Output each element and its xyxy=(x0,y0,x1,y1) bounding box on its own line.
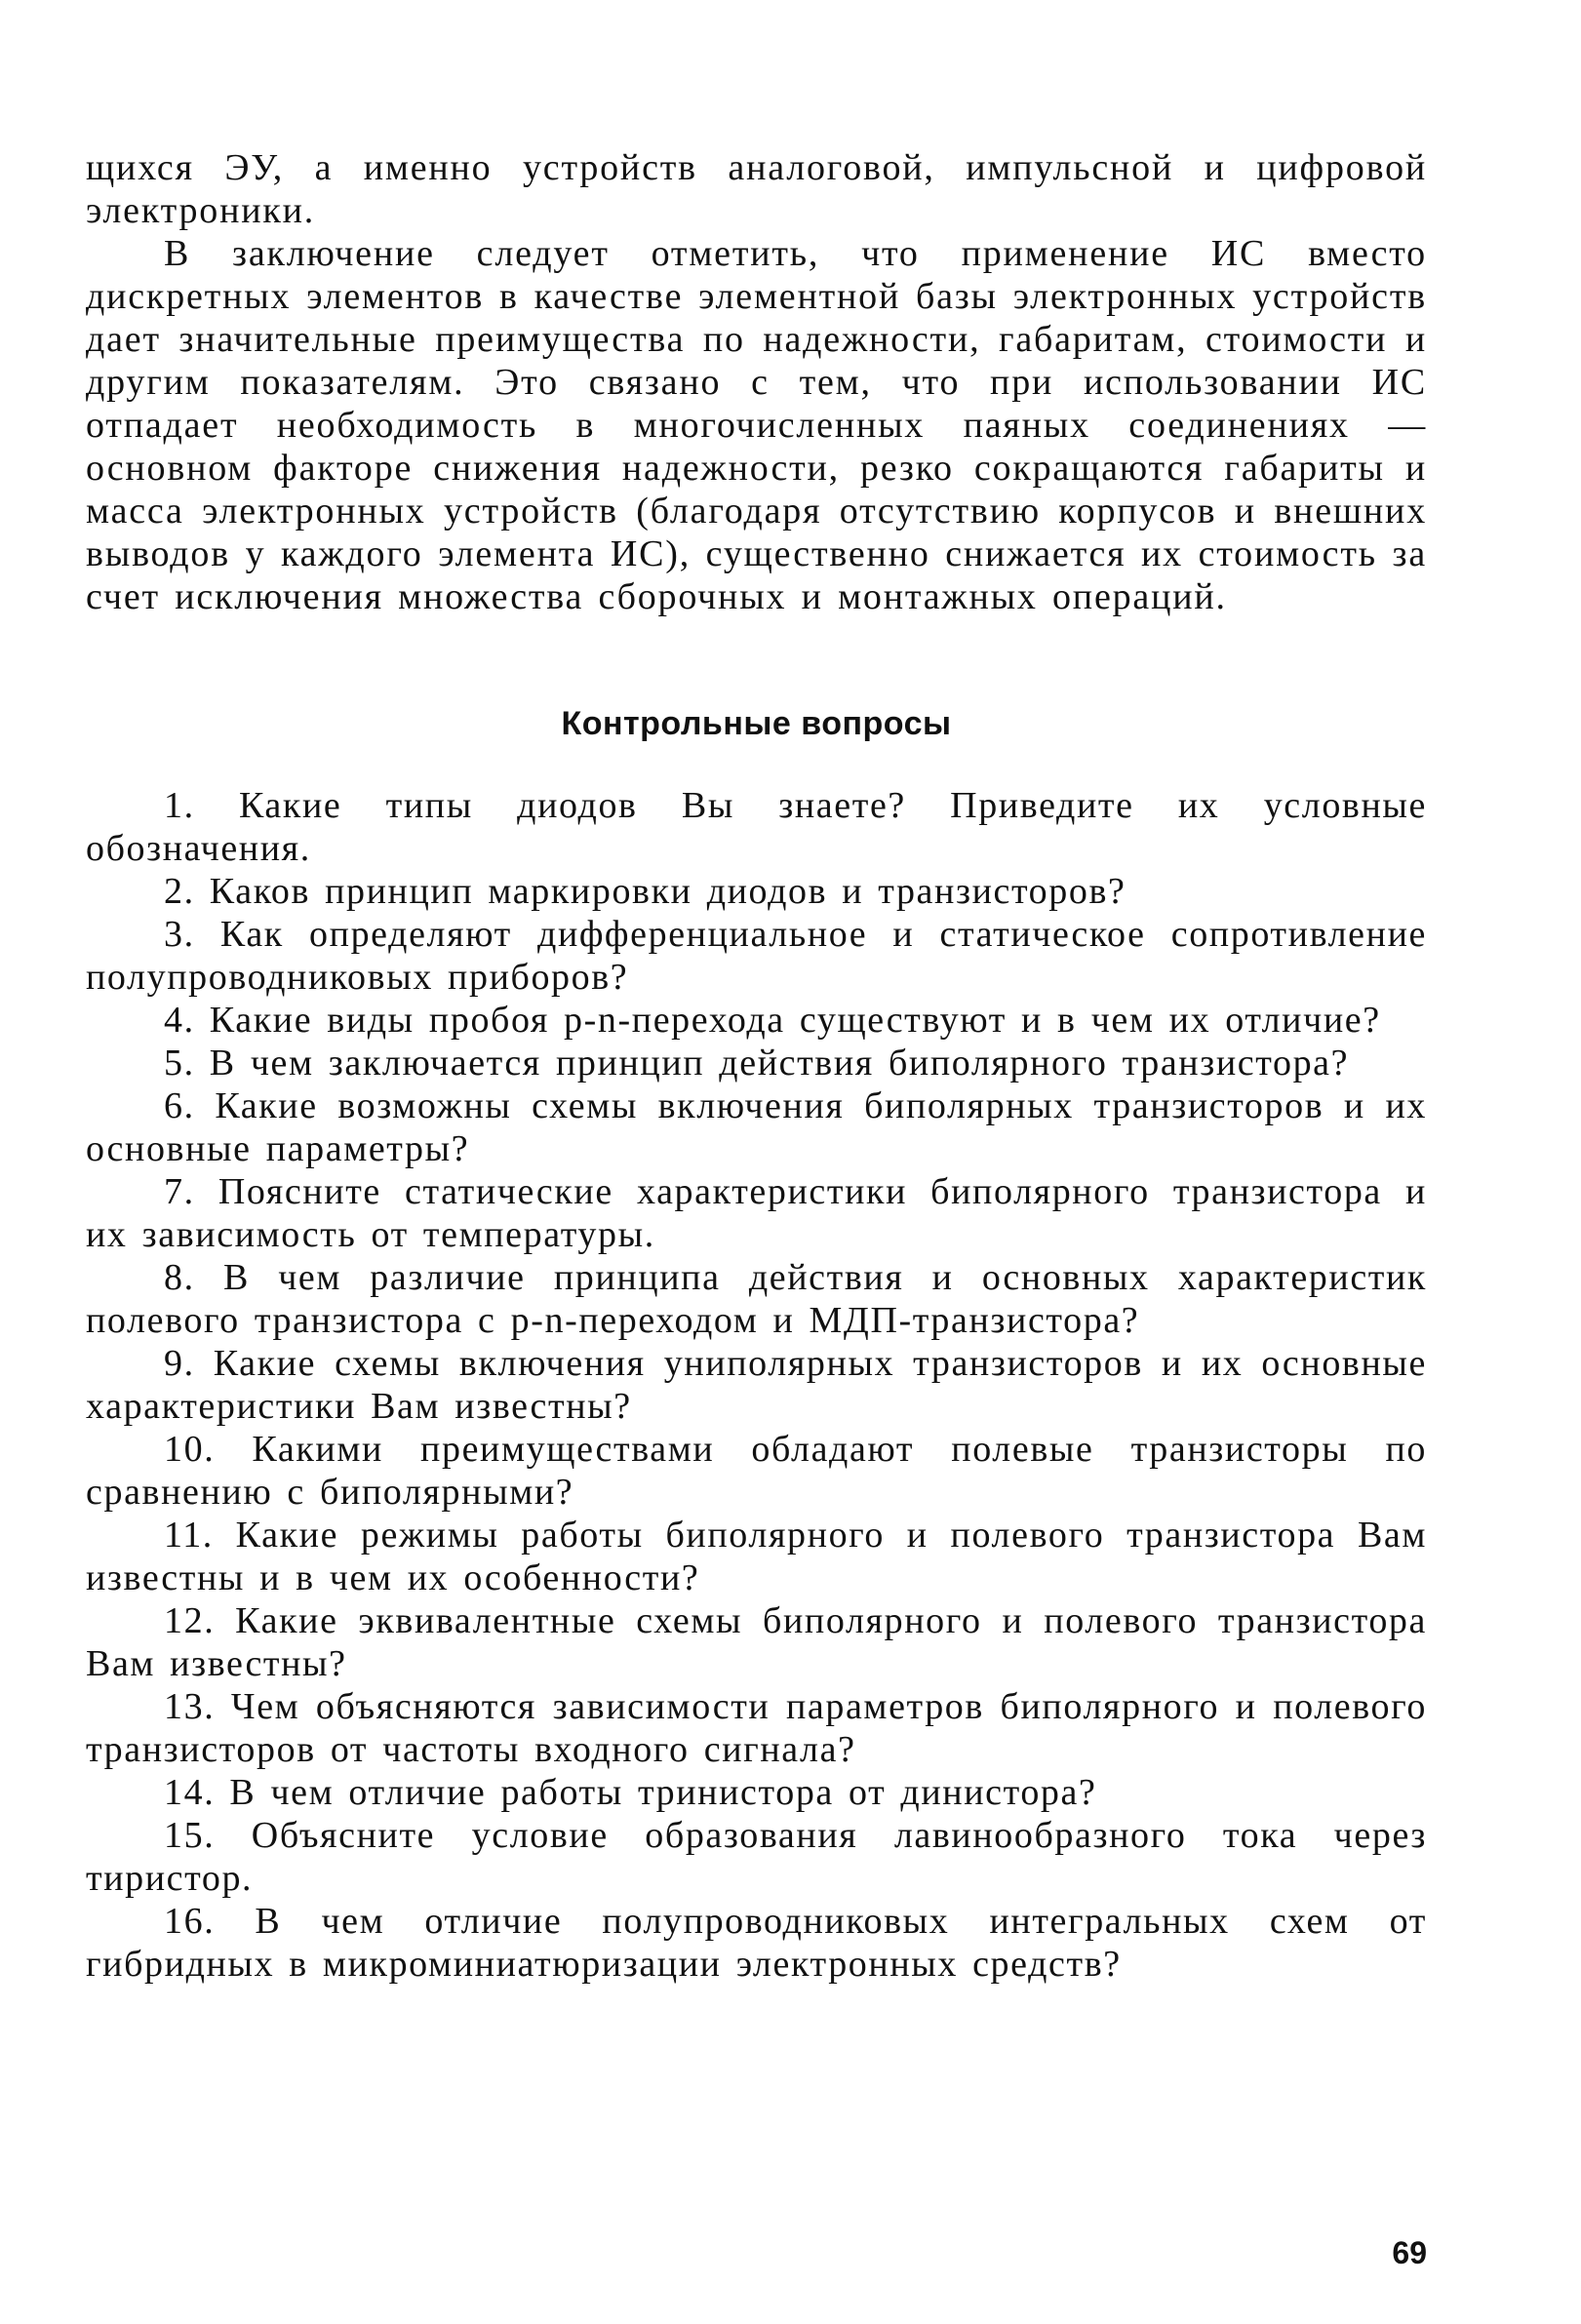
continuation-paragraph: щихся ЭУ, а именно устройств аналоговой, импульсной и цифровой электроники. xyxy=(86,147,1427,231)
question-item: 16. В чем отличие полупроводниковых интегральных схем от гибридных в микроминиатюризации электронных средств? xyxy=(86,1901,1427,1985)
book-page xyxy=(86,146,1427,2272)
question-item: 12. Какие эквивалентные схемы биполярного и полевого транзистора Вам известны? xyxy=(86,1600,1427,1684)
question-item: 8. В чем различие принципа действия и основных характеристик полевого транзистора с p-n-переходом и МДП-транзистора? xyxy=(86,1257,1427,1341)
question-item: 7. Поясните статические характеристики биполярного транзистора и их зависимость от температуры. xyxy=(86,1171,1427,1255)
questions-list xyxy=(86,784,1427,1986)
question-item: 15. Объясните условие образования лавинообразного тока через тиристор. xyxy=(86,1815,1427,1899)
question-item: 4. Какие виды пробоя p-n-перехода существуют и в чем их отличие? xyxy=(164,1000,1381,1041)
page-number: 69 xyxy=(1392,2235,1427,2270)
question-item: 2. Каков принцип маркировки диодов и транзисторов? xyxy=(164,871,1126,912)
question-item: 6. Какие возможны схемы включения биполярных транзисторов и их основные параметры? xyxy=(86,1085,1427,1169)
question-item: 14. В чем отличие работы тринистора от динистора? xyxy=(164,1772,1097,1813)
question-item: 13. Чем объясняются зависимости параметров биполярного и полевого транзисторов от частоты входного сигнала? xyxy=(86,1686,1427,1770)
section-heading: Контрольные вопросы xyxy=(561,705,952,742)
question-item: 11. Какие режимы работы биполярного и полевого транзистора Вам известны и в чем их особенности? xyxy=(86,1515,1427,1598)
question-item: 9. Какие схемы включения униполярных транзисторов и их основные характеристики Вам известны? xyxy=(86,1343,1427,1427)
question-item: 5. В чем заключается принцип действия биполярного транзистора? xyxy=(164,1043,1350,1083)
question-item: 1. Какие типы диодов Вы знаете? Приведите их условные обозначения. xyxy=(86,785,1427,869)
question-item: 10. Какими преимуществами обладают полевые транзисторы по сравнению с биполярными? xyxy=(86,1429,1427,1513)
question-item: 3. Как определяют дифференциальное и статическое сопротивление полупроводниковых приборов? xyxy=(86,914,1427,998)
conclusion-paragraph: В заключение следует отметить, что применение ИС вместо дискретных элементов в качестве элементной базы электронных устройств дает значительные преимущества по надежности, габаритам, стоимости и другим показателям. Это связано с тем, что при использовании ИС отпадает необходимость в многочисленных паяных соединениях — основном факторе снижения надежности, резко сокращаются габариты и масса электронных устройств (благодаря отсутствию корпусов и внешних выводов у каждого элемента ИС), существенно снижается их стоимость за счет исключения множества сборочных и монтажных операций. xyxy=(86,233,1427,617)
